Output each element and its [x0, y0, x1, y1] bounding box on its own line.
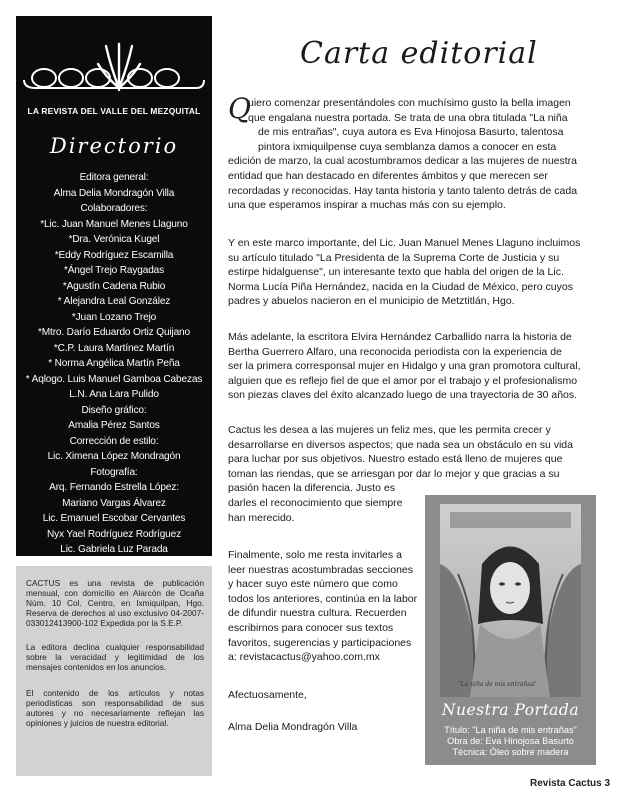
- page-title: Carta editorial: [300, 36, 538, 71]
- publication-info: CACTUS es una revista de publicación mensual, con domicilio en Alarcón de Ocaña Núm. 10 Col. Centro, en Ixmiquilpan, Hgo. Reserva de derechos al uso exclusivo 04-2007-033012413900-102 Expedida por la S.E.P.: [26, 578, 204, 628]
- directory-line: Mariano Vargas Álvarez: [62, 497, 166, 509]
- text-line email-link[interactable]: a: revistacactus@yahoo.com.mx: [228, 651, 380, 664]
- text-line: escribirnos para conocer sus textos: [228, 621, 394, 634]
- directory-line: *Eddy Rodríguez Escamilla: [54, 249, 174, 261]
- paragraph-3: [228, 330, 596, 403]
- cover-image: [440, 504, 581, 697]
- directory-line: Colaboradores:: [80, 203, 148, 214]
- text-line: para luchar por sus objetivos. Nuestro estado está lleno de mujeres que: [228, 453, 563, 466]
- cover-box: [425, 495, 596, 765]
- directory-line: * Aqlogo. Luis Manuel Gamboa Cabezas: [25, 373, 203, 385]
- directory-line: Lic. Ximena López Mondragón: [47, 451, 181, 462]
- text-line: Y en este marco importante, del Lic. Juan Manuel Menes Llaguno incluimos: [228, 237, 581, 249]
- tagline: LA REVISTA DEL VALLE DEL MEZQUITAL: [27, 106, 201, 116]
- text-line: leer nuestras acostumbradas secciones: [228, 563, 414, 576]
- text-line: son piezas claves del éxito alcanzado luego de una trayectoria de 30 años.: [228, 389, 578, 402]
- disclaimer-ads: La editora declina cualquier responsabilidad sobre la veracidad y legitimidad de los mensajes contenidos en los anuncios.: [26, 642, 204, 672]
- page-footer: Revista Cactus 3: [530, 778, 611, 789]
- directory-line: *C.P. Laura Martínez Martín: [53, 342, 175, 354]
- directory-line: Amalia Pérez Santos: [68, 420, 160, 431]
- text-line: todos los anteriores, continúa en la labor: [228, 592, 418, 605]
- cactus-logo: [16, 38, 212, 98]
- text-line: una que esperamos inspirar a muchas más con su ejemplo.: [228, 199, 506, 212]
- disclaimer-content: El contenido de los artículos y notas periodísticas son responsabilidad de sus autores y no necesariamente reflejan las opiniones y juicios de nuestra editorial.: [26, 688, 204, 728]
- text-line: Cactus les desea a las mujeres un feliz mes, que les permita crecer y: [228, 424, 551, 436]
- directory-line: * Alejandra Leal González: [57, 296, 171, 307]
- directory-line: Corrección de estilo:: [69, 435, 159, 447]
- text-line: estirpe hidalguense", un interesante texto que habla del origen de la Lic.: [228, 266, 564, 279]
- paragraph-2: [228, 236, 596, 309]
- directory-line: Editora general:: [79, 172, 149, 183]
- text-line: toman las riendas, que se arriesgan por dar lo mejor y que gracias a su: [228, 467, 560, 480]
- directory-line: Arq. Fernando Estrella López:: [49, 482, 179, 493]
- cover-inner-caption: "La niña de mis entrañas": [458, 681, 537, 688]
- text-line: padres y abuelos nacieron en el municipio de Metztitlán, Hgo.: [228, 295, 515, 308]
- cover-caption-author: Obra de: Eva Hinojosa Basurto: [447, 736, 574, 746]
- closing: [228, 688, 423, 703]
- text-line: edición de marzo, la cual acostumbramos dedicar a las mujeres de nuestra: [228, 155, 578, 168]
- directory-list: [20, 170, 208, 558]
- text-line: Más adelante, la escritora Elvira Hernández Carballido narra la historia de: [228, 331, 572, 343]
- directory-line: *Mtro. Darío Eduardo Ortiz Quijano: [38, 327, 190, 338]
- text-line: han merecido.: [228, 511, 295, 524]
- text-line: Norma Lucía Piña Hernández, nacida en la Ciudad de México, pero cuyos: [228, 280, 573, 293]
- directory-title: Directorio: [49, 134, 179, 158]
- text-line: uiero comenzar presentándoles con muchísimo gusto la bella imagen: [248, 97, 571, 109]
- cover-caption-title: Título: "La niña de mis entrañas": [444, 725, 577, 735]
- text-line: desarrollarse en diversos aspectos; que nada sea un obstáculo en su vida: [228, 438, 573, 451]
- cover-caption-technique: Técnica: Óleo sobre madera: [452, 747, 569, 757]
- directory-line: *Dra. Verónica Kugel: [68, 234, 160, 245]
- paragraph-1: [228, 96, 596, 213]
- text-line: de mis entrañas", cuya autora es Eva Hinojosa Basurto, talentosa: [258, 126, 564, 139]
- text-line: Bertha Guerrero Alfaro, una reconocida periodista con la experiencia de: [228, 345, 562, 358]
- directory-line: * Norma Angélica Martín Peña: [48, 358, 180, 369]
- text-line: favoritos, sugerencias y participaciones: [228, 636, 412, 649]
- directory-line: Diseño gráfico:: [81, 404, 147, 416]
- text-line: ser la primera corresponsal mujer en Hidalgo y una gran promotora cultural,: [228, 360, 581, 373]
- text-line: entidad que han destacado en diferentes ámbitos y que merecen ser: [228, 169, 548, 182]
- text-line: que engalana nuestra portada. Se trata de una obra titulada "La niña: [248, 111, 568, 124]
- text-line: su artículo titulado "La Presidenta de la Suprema Corte de Justicia y su: [228, 251, 560, 264]
- text-line: pasión hacen la diferencia. Justo es: [228, 482, 395, 495]
- directory-line: *Lic. Juan Manuel Menes Llaguno: [40, 218, 188, 230]
- text-line: Afectuosamente,: [228, 689, 307, 701]
- directory-line: *Ángel Trejo Raygadas: [63, 265, 165, 276]
- text-line: Finalmente, solo me resta invitarles a: [228, 549, 402, 561]
- directory-line: *Agustín Cadena Rubio: [62, 280, 166, 292]
- text-line: darles el reconocimiento que siempre: [228, 496, 403, 509]
- cover-heading: Nuestra Portada: [441, 701, 580, 719]
- directory-panel: [16, 16, 212, 556]
- paragraph-5: [228, 548, 423, 665]
- text-line: y hacer suyo este número que como: [228, 578, 398, 591]
- text-line: pintora ixmiquilpense cuya semblanza damos a conocer en esta: [258, 140, 557, 153]
- directory-line: L.N. Ana Lara Pulido: [69, 389, 159, 400]
- signature: [228, 720, 423, 735]
- text-line: Alma Delia Mondragón Villa: [228, 721, 358, 733]
- dropcap-letter: Q: [228, 94, 250, 124]
- text-line: recordadas y reconocidas. Hay tanta historia y tanto talento detrás de cada: [228, 184, 578, 197]
- directory-line: *Juan Lozano Trejo: [71, 311, 157, 323]
- text-line: de difundir nuestra cultura. Recuerden: [228, 607, 407, 620]
- directory-line: Nyx Yael Rodríguez Rodríguez: [46, 528, 181, 540]
- directory-line: Alma Delia Mondragón Villa: [53, 187, 175, 199]
- directory-line: Lic. Gabriela Luz Parada: [60, 544, 168, 555]
- directory-line: Lic. Emanuel Escobar Cervantes: [42, 513, 186, 524]
- directory-line: Fotografía:: [90, 466, 138, 478]
- text-line: alguien que es reflejo fiel de que el amor por el trabajo y el profesionalismo: [228, 374, 578, 387]
- publication-info-box: [16, 566, 212, 776]
